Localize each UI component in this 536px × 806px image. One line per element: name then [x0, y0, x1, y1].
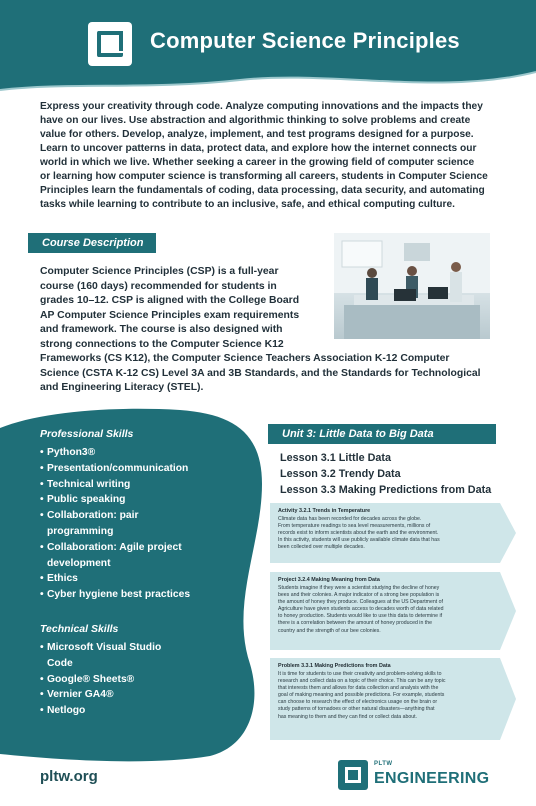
- lesson-item: Lesson 3.1 Little Data: [280, 452, 392, 464]
- intro-line: value for others. Develop, analyze, implement, and test programs designed for a purpose.: [40, 129, 474, 140]
- card-line: study patterns of tornadoes or other natural disasters—anything that: [278, 706, 435, 713]
- card-line: country and the strength of our bee colonies.: [278, 627, 381, 634]
- professional-skills-list: [40, 445, 240, 603]
- intro-line: Principles learn the fundamentals of coding, data processing, data security, and automating: [40, 185, 485, 196]
- skill-item: • Collaboration: pair: [40, 508, 240, 524]
- brand-big-text: ENGINEERING: [374, 770, 490, 787]
- card-line: there is a correlation between the amount of honey produced in the: [278, 620, 432, 627]
- card-line: bees and their colonies. A major indicator of a strong bee population is: [278, 592, 440, 599]
- skill-item: • Ethics: [40, 571, 240, 587]
- description-line: AP Computer Science Principles exam requirements: [40, 309, 300, 321]
- lesson-item: Lesson 3.2 Trendy Data: [280, 468, 401, 480]
- intro-line: have on our lives. Use abstraction and algorithmic thinking to solve problems and create: [40, 115, 471, 126]
- card-line: In this activity, students will use publicly available climate data that has: [278, 537, 440, 544]
- skill-item: • Google® Sheets®: [40, 672, 240, 688]
- intro-line: Express your creativity through code. Analyze computing innovations and the impacts they: [40, 101, 483, 112]
- description-line: and framework. The course is also designed with: [40, 324, 283, 335]
- description-line: strong connections to the Computer Science K12: [40, 338, 284, 350]
- skill-item: • Python3®: [40, 445, 240, 461]
- pltw-logo-icon: [88, 22, 132, 66]
- skill-item: • Vernier GA4®: [40, 687, 240, 703]
- card-line: the amount of honey they produce. Colleagues at the US Department of: [278, 599, 443, 606]
- card-body: [278, 516, 490, 551]
- project-card: [270, 572, 500, 650]
- description-line: and Engineering Literacy (STEL).: [40, 382, 204, 393]
- card-title: Activity 3.2.1 Trends in Temperature: [278, 508, 371, 514]
- skill-item: • Cyber hygiene best practices: [40, 587, 240, 603]
- lesson-item: Lesson 3.3 Making Predictions from Data: [280, 484, 492, 496]
- card-line: Agriculture have given students access to decades worth of data related: [278, 606, 444, 613]
- website-link[interactable]: pltw.org: [40, 768, 98, 785]
- skill-item: • Netlogo: [40, 703, 240, 719]
- skill-item-continued: development: [47, 557, 111, 569]
- card-body: [278, 671, 490, 721]
- card-line: From temperature readings to sea level measurements, millions of: [278, 523, 431, 530]
- technical-skills-heading: Technical Skills: [40, 622, 119, 635]
- skill-item: • Public speaking: [40, 492, 240, 508]
- intro-line: Learn to uncover patterns in data, protect data, and explore how the internet connects our: [40, 143, 477, 154]
- card-line: to honey production. Students would like to use this data to determine if: [278, 613, 443, 620]
- course-description-text: [40, 265, 496, 396]
- brand-small-text: PLTW: [374, 761, 393, 767]
- card-line: It is time for students to use their creativity and problem-solving skills to: [278, 671, 442, 677]
- card-line: research and collect data on a topic of their choice. This can be any topic: [278, 678, 446, 685]
- activity-card: [270, 503, 500, 563]
- intro-line: or learning how computer science is transforming all careers, students in Computer Science: [40, 171, 488, 182]
- description-line: grades 10–12. CSP is aligned with the College Board: [40, 295, 300, 306]
- card-line: that interests them and allows for data collection and analysis with the: [278, 685, 439, 692]
- intro-line: world in which we live. Whether seeking a career in the growing field of computer science: [40, 157, 475, 168]
- skill-item-continued: Code: [47, 657, 73, 669]
- problem-card: [270, 658, 500, 740]
- card-line: can choose to research the effect of electronics usage on the brain or: [278, 699, 438, 706]
- description-line: course (160 days) recommended for students in: [40, 280, 277, 292]
- intro-line: tasks while learning to contribute to an inclusive, safe, and ethical computing culture.: [40, 199, 455, 210]
- skill-item: • Technical writing: [40, 477, 240, 493]
- description-line: Frameworks (CS K12), the Computer Science Teachers Association K-12 Computer: [40, 353, 450, 364]
- skill-item: • Microsoft Visual Studio: [40, 640, 240, 656]
- skill-item-continued: programming: [47, 525, 114, 537]
- card-line: been collected over multiple decades.: [278, 544, 365, 551]
- page-title: Computer Science Principles: [150, 28, 460, 53]
- card-title: Project 3.2.4 Making Meaning from Data: [278, 577, 380, 583]
- pltw-mark-icon: [338, 760, 368, 790]
- description-line: Computer Science Principles (CSP) is a full-year: [40, 266, 279, 277]
- description-line: Science (CSTA K-12 CS) Level 3A and 3B Standards, and the Standards for Technological: [40, 367, 481, 379]
- card-line: has meaning to them and they can find or collect data about.: [278, 713, 417, 720]
- card-line: Students imagine if they were a scientist studying the decline of honey: [278, 585, 440, 591]
- unit-heading: Unit 3: Little Data to Big Data: [268, 424, 496, 444]
- skill-item: • Presentation/communication: [40, 461, 240, 477]
- pltw-engineering-logo: [338, 760, 498, 794]
- lesson-list: [280, 450, 491, 498]
- card-line: Climate data has been recorded for decades across the globe.: [278, 516, 422, 522]
- intro-paragraph: [40, 100, 498, 212]
- page-header: [0, 0, 536, 92]
- skills-panel: [40, 428, 240, 719]
- skill-item: • Collaboration: Agile project: [40, 540, 240, 556]
- card-line: records exist to inform scientists about the earth and the environment.: [278, 530, 439, 537]
- professional-skills-heading: Professional Skills: [40, 428, 134, 440]
- card-line: goal of making meaning and possible predictions. For example, students: [278, 692, 445, 699]
- technical-skills-list: [40, 640, 240, 719]
- course-description-heading: Course Description: [28, 233, 156, 253]
- card-title: Problem 3.3.1 Making Predictions from Data: [278, 663, 391, 669]
- card-body: [278, 585, 490, 635]
